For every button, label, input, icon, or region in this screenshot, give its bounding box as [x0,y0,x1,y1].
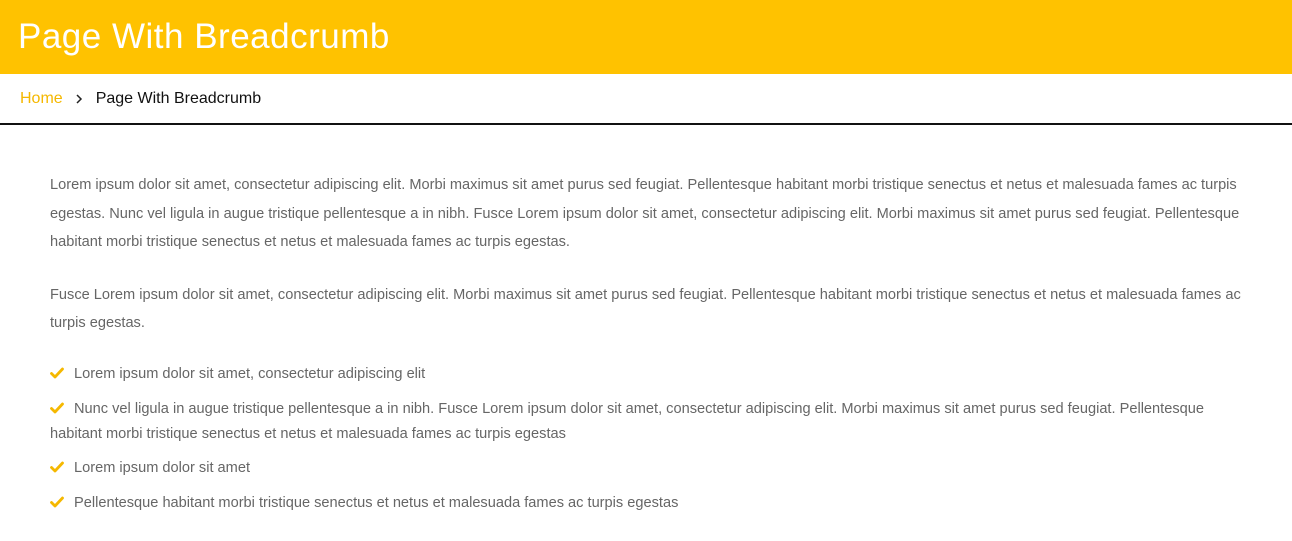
paragraph: Lorem ipsum dolor sit amet, consectetur adipiscing elit. Morbi maximus sit amet purus sed feugiat. Pellentesque habitant morbi tristique senectus et netus et malesuada fames ac turpis egestas. Nunc vel ligula in augue tristique pellentesque a in nibh. Fusce Lorem ipsum dolor sit amet, consectetur adipiscing elit. Morbi maximus sit amet purus sed feugiat. Pellentesque habitant morbi tristique senectus et netus et malesuada fames ac turpis egestas. [50,177,1240,250]
chevron-right-icon [74,93,86,105]
main-content [0,125,1292,516]
list-item-text: Nunc vel ligula in augue tristique pellentesque a in nibh. Fusce Lorem ipsum dolor sit amet, consectetur adipiscing elit. Morbi maximus sit amet purus sed feugiat. Pellentesque habitant morbi tristique senectus et netus et malesuada fames ac turpis egestas [50,400,1204,442]
list-item [50,491,1242,516]
list-item-text: Lorem ipsum dolor sit amet, consectetur adipiscing elit [74,365,426,382]
check-icon [50,398,64,422]
check-icon [50,363,64,387]
list-item [50,397,1242,446]
breadcrumb-home-link[interactable]: Home [20,89,63,107]
list-item [50,456,1242,481]
check-icon [50,457,64,481]
paragraph: Fusce Lorem ipsum dolor sit amet, consectetur adipiscing elit. Morbi maximus sit amet purus sed feugiat. Pellentesque habitant morbi tristique senectus et netus et malesuada fames ac turpis egestas. [50,286,1241,331]
check-icon [50,492,64,516]
page-title: Page With Breadcrumb [18,17,390,56]
feature-list [50,362,1242,516]
list-item-text: Lorem ipsum dolor sit amet [74,459,251,476]
breadcrumb-current: Page With Breadcrumb [95,89,262,107]
list-item [50,362,1242,387]
list-item-text: Pellentesque habitant morbi tristique senectus et netus et malesuada fames ac turpis egestas [74,494,679,511]
page-header [0,0,1292,74]
breadcrumb [0,74,1292,125]
